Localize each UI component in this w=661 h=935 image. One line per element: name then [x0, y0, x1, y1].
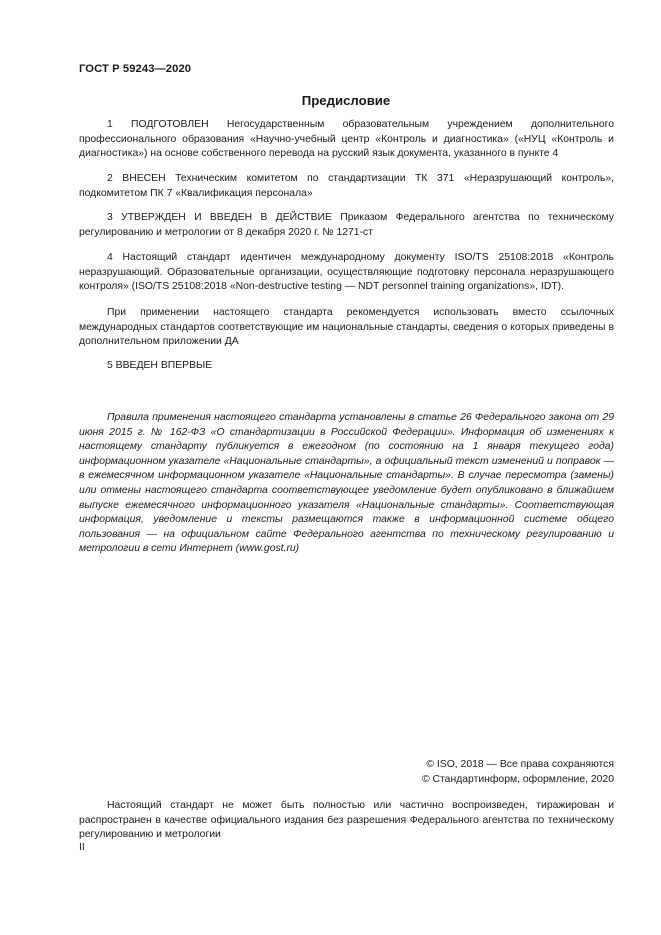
rules-of-application-text: Правила применения настоящего стандарта установлены в статье 26 Федерального закона от 29 июня 2015 г. № 162-ФЗ «О стандартизации в Российской Федерации». Информация об изменениях к настоящему стандарту публикуется в ежегодном (по состоянию на 1 января текущего года) информационном указателе «Национальные стандарты», а официальный текст изменений и поправок — в ежемесячном информационном указателе «Национальные стандарты». В случае пересмотра (замены) или отмены настоящего стандарта соответствующее уведомление будет опубликовано в ближайшем выпуске ежемесячного информационного указателя «Национальные стандарты». Соответствующая информация, уведомление и тексты размещаются также в информационной системе общего пользования — на официальном сайте Федерального агентства по техническому регулированию и метрологии в сети Интернет (www.gost.ru): [79, 412, 614, 555]
paragraph-4-identical: 4 Настоящий стандарт идентичен международному документу ISO/TS 25108:2018 «Контроль неразрушающий. Образовательные организации, осуществляющие подготовку персонала неразрушающего контроля» (ISO/TS 25108:2018 «Non-destructive testing — NDT personnel training organizations», IDT).: [79, 252, 614, 293]
copyright-iso: © ISO, 2018 — Все права сохраняются: [426, 759, 614, 770]
page-number: II: [79, 842, 85, 853]
document-number-header: ГОСТ Р 59243—2020: [79, 63, 192, 75]
paragraph-2-submitted: 2 ВНЕСЕН Техническим комитетом по стандартизации ТК 371 «Неразрушающий контроль», подкомитетом ПК 7 «Квалификация персонала»: [79, 173, 614, 199]
paragraph-4-references: При применении настоящего стандарта рекомендуется использовать вместо ссылочных международных стандартов соответствующие им национальные стандарты, сведения о которых приведены в дополнительном приложении ДА: [79, 307, 614, 348]
paragraph-1-prepared: 1 ПОДГОТОВЛЕН Негосударственным образовательным учреждением дополнительного профессионального образования «Научно-учебный центр «Контроль и диагностика» («НУЦ «Контроль и диагностика») на основе собственного перевода на русский язык документа, указанного в пункте 4: [79, 119, 614, 160]
paragraph-5-introduced: 5 ВВЕДЕН ВПЕРВЫЕ: [107, 360, 213, 371]
paragraph-3-approved: 3 УТВЕРЖДЕН И ВВЕДЕН В ДЕЙСТВИЕ Приказом Федерального агентства по техническому регулированию и метрологии от 8 декабря 2020 г. № 1271-ст: [79, 212, 614, 238]
page-title: Предисловие: [301, 93, 391, 108]
copyright-standartinform: © Стандартинформ, оформление, 2020: [421, 774, 614, 785]
reproduction-notice: Настоящий стандарт не может быть полностью или частично воспроизведен, тиражирован и распространен в качестве официального издания без разрешения Федерального агентства по техническому регулированию и метрологии: [79, 800, 614, 841]
